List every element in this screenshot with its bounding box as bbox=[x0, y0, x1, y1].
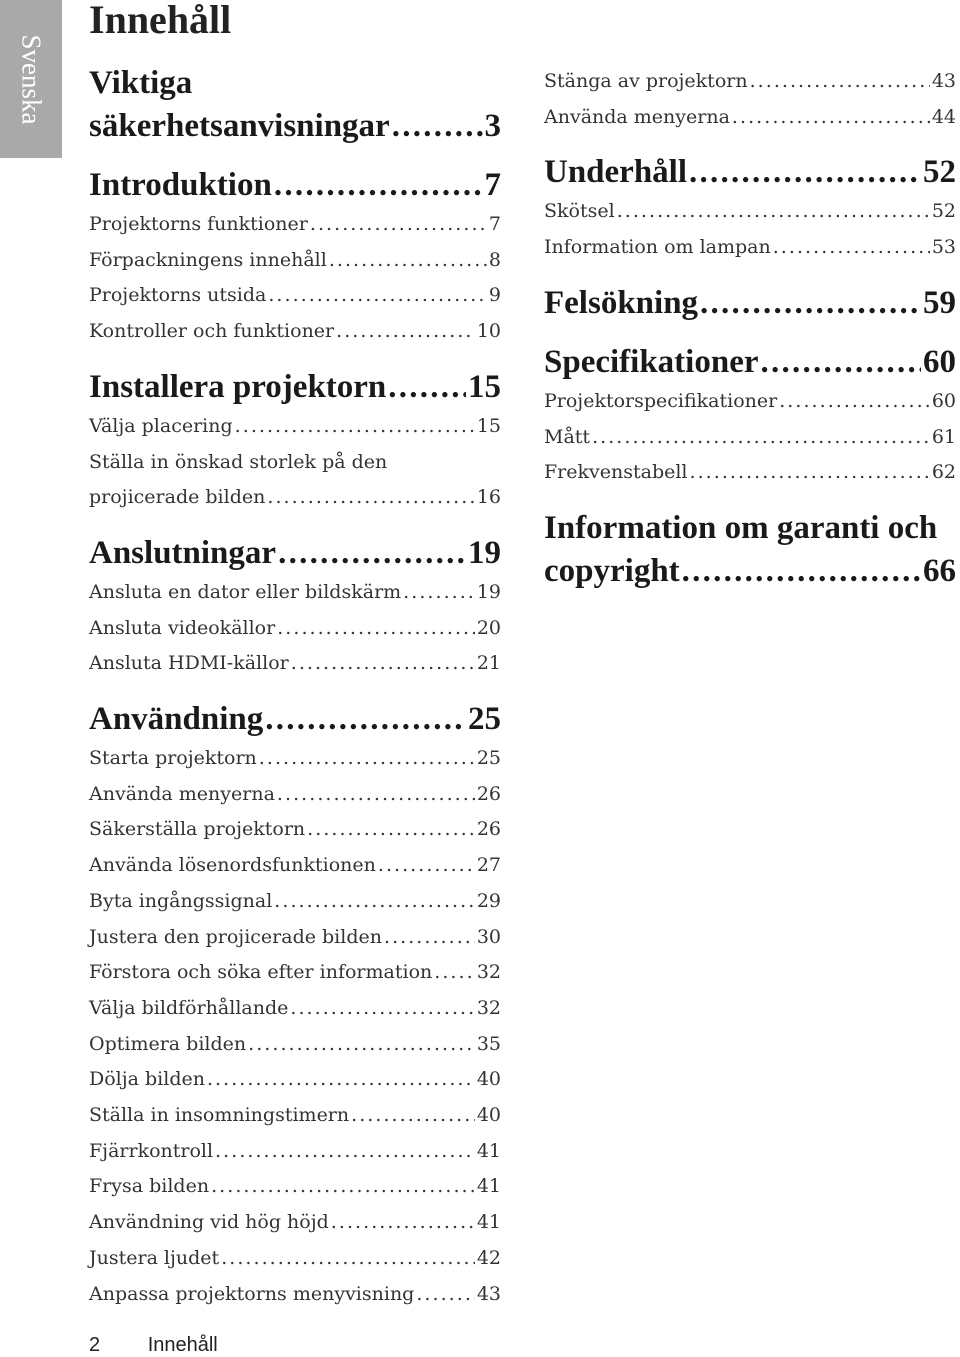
toc-section-entry[interactable] bbox=[89, 991, 501, 1027]
dot-leader bbox=[291, 646, 475, 682]
toc-page-number: 41 bbox=[476, 1139, 501, 1162]
toc-entry-title: Starta projektorn bbox=[89, 747, 257, 770]
toc-entry-title: Frekvenstabell bbox=[544, 461, 688, 484]
dot-leader bbox=[690, 455, 930, 491]
toc-column-right bbox=[544, 64, 956, 593]
toc-section-entry[interactable] bbox=[89, 1205, 501, 1241]
toc-section-entry[interactable] bbox=[89, 1062, 501, 1098]
toc-entry-title: Ansluta HDMI-källor bbox=[89, 652, 289, 675]
toc-entry-title: Justera ljudet bbox=[89, 1246, 220, 1269]
toc-section-entry[interactable] bbox=[544, 384, 956, 420]
toc-page-number: 15 bbox=[468, 368, 501, 405]
toc-page-number: 62 bbox=[931, 461, 956, 484]
toc-page-number: 9 bbox=[488, 284, 501, 307]
toc-chapter-entry[interactable] bbox=[544, 282, 956, 325]
dot-leader bbox=[259, 741, 475, 777]
toc-page-number: 25 bbox=[476, 747, 501, 770]
dot-leader bbox=[235, 409, 475, 445]
dot-leader bbox=[278, 532, 466, 575]
toc-page-number: 7 bbox=[488, 213, 501, 235]
dot-leader bbox=[779, 384, 930, 420]
toc-entry-title: Ansluta en dator eller bildskärm bbox=[89, 580, 402, 603]
toc-section-entry[interactable] bbox=[89, 884, 501, 920]
toc-page-number: 3 bbox=[484, 108, 501, 144]
dot-leader bbox=[248, 1027, 475, 1063]
toc-page-number: 41 bbox=[476, 1175, 501, 1198]
toc-section-entry[interactable] bbox=[89, 207, 501, 243]
toc-page-number: 53 bbox=[931, 236, 956, 259]
toc-page-number: 32 bbox=[476, 996, 501, 1019]
dot-leader bbox=[689, 151, 921, 194]
dot-leader bbox=[268, 278, 487, 314]
toc-page-number: 30 bbox=[476, 925, 501, 948]
dot-leader bbox=[215, 1134, 475, 1170]
toc-page-number: 42 bbox=[476, 1246, 501, 1269]
dot-leader bbox=[310, 207, 487, 243]
dot-leader bbox=[331, 1205, 475, 1241]
toc-page-number: 27 bbox=[476, 854, 501, 877]
toc-section-entry[interactable] bbox=[89, 1098, 501, 1134]
toc-section-entry[interactable] bbox=[89, 278, 501, 314]
toc-section-entry[interactable] bbox=[544, 64, 956, 100]
toc-entry-title: Ansluta videokällor bbox=[89, 616, 276, 639]
dot-leader bbox=[207, 1062, 475, 1098]
dot-leader bbox=[267, 480, 474, 516]
toc-section-entry[interactable] bbox=[89, 1134, 501, 1170]
dot-leader bbox=[760, 341, 921, 384]
toc-section-entry[interactable] bbox=[89, 243, 501, 279]
toc-section-entry[interactable] bbox=[89, 812, 501, 848]
toc-entry-title: Ställa in insomningstimern bbox=[89, 1104, 350, 1127]
toc-entry-title: Stänga av projektorn bbox=[544, 70, 748, 92]
toc-section-entry[interactable] bbox=[89, 1169, 501, 1205]
dot-leader bbox=[211, 1169, 475, 1205]
toc-chapter-entry[interactable] bbox=[89, 164, 501, 207]
toc-entry-title: Projektorns funktioner bbox=[89, 213, 308, 235]
toc-section-entry[interactable] bbox=[544, 194, 956, 230]
dot-leader bbox=[329, 243, 487, 279]
toc-entry-title: Använda lösenordsfunktionen bbox=[89, 854, 376, 877]
toc-section-entry[interactable] bbox=[89, 445, 501, 516]
dot-leader bbox=[265, 698, 466, 741]
toc-entry-title: Fjärrkontroll bbox=[89, 1139, 214, 1162]
footer-page-number: 2 bbox=[89, 1334, 101, 1356]
toc-entry-title: Förstora och söka efter information bbox=[89, 961, 433, 984]
toc-page-number: 26 bbox=[476, 818, 501, 841]
toc-page-number: 10 bbox=[476, 320, 501, 343]
toc-page-number: 15 bbox=[476, 414, 501, 437]
toc-section-entry[interactable] bbox=[89, 1241, 501, 1277]
toc-section-entry[interactable] bbox=[89, 848, 501, 884]
toc-page-number: 35 bbox=[476, 1032, 501, 1055]
dot-leader bbox=[290, 991, 474, 1027]
dot-leader bbox=[307, 812, 475, 848]
toc-entry-title-line: Ställa in önskad storlek på den bbox=[89, 450, 388, 473]
toc-entry-title: Användning vid hög höjd bbox=[89, 1211, 329, 1234]
toc-entry-title: Introduktion bbox=[89, 167, 272, 203]
toc-section-entry[interactable] bbox=[89, 920, 501, 956]
toc-page-number: 40 bbox=[476, 1104, 501, 1127]
toc-entry-title: Felsökning bbox=[544, 284, 699, 321]
dot-leader bbox=[750, 64, 930, 100]
toc-section-entry[interactable] bbox=[544, 230, 956, 266]
toc-section-entry[interactable] bbox=[89, 409, 501, 445]
dot-leader bbox=[378, 848, 475, 884]
dot-leader bbox=[700, 282, 921, 325]
toc-entry-title: Säkerställa projektorn bbox=[89, 818, 306, 841]
toc-page-number: 29 bbox=[476, 889, 501, 912]
dot-leader bbox=[617, 194, 930, 230]
toc-entry-title: Anslutningar bbox=[89, 534, 277, 571]
toc-page-number: 52 bbox=[923, 154, 956, 191]
toc-section-entry[interactable] bbox=[89, 741, 501, 777]
dot-leader bbox=[388, 366, 466, 409]
toc-page-number: 21 bbox=[476, 652, 501, 675]
toc-chapter-entry[interactable] bbox=[89, 62, 501, 148]
toc-chapter-entry[interactable] bbox=[89, 532, 501, 575]
toc-page-number: 60 bbox=[931, 389, 956, 412]
dot-leader bbox=[277, 611, 475, 647]
dot-leader bbox=[384, 920, 475, 956]
toc-page-number: 40 bbox=[476, 1068, 501, 1091]
toc-page-number: 20 bbox=[476, 616, 501, 639]
toc-page-number: 52 bbox=[931, 200, 956, 223]
toc-page-number: 44 bbox=[931, 105, 956, 128]
toc-page-number: 41 bbox=[476, 1211, 501, 1234]
toc-entry-title: Dölja bilden bbox=[89, 1068, 205, 1091]
dot-leader bbox=[416, 1277, 474, 1313]
toc-section-entry[interactable] bbox=[544, 100, 956, 136]
toc-entry-title: Justera den projicerade bilden bbox=[89, 925, 382, 948]
dot-leader bbox=[403, 575, 475, 611]
toc-entry-title: Installera projektorn bbox=[89, 368, 387, 405]
toc-page-number: 8 bbox=[488, 248, 501, 271]
toc-entry-title: Användning bbox=[89, 701, 264, 738]
toc-entry-title: Underhåll bbox=[544, 154, 688, 191]
toc-page-number: 32 bbox=[476, 961, 501, 984]
dot-leader bbox=[682, 550, 921, 593]
dot-leader bbox=[274, 884, 475, 920]
toc-entry-title: Förpackningens innehåll bbox=[89, 248, 327, 271]
toc-section-entry[interactable] bbox=[89, 955, 501, 991]
toc-section-entry[interactable] bbox=[89, 1277, 501, 1313]
toc-entry-title: copyright bbox=[544, 552, 680, 589]
toc-entry-title-line: Information om garanti och bbox=[544, 509, 938, 546]
toc-entry-title: Byta ingångssignal bbox=[89, 889, 273, 912]
toc-page-number: 26 bbox=[476, 782, 501, 805]
page-title: Innehåll bbox=[89, 0, 232, 42]
toc-section-entry[interactable] bbox=[89, 646, 501, 682]
toc-entry-title: projicerade bilden bbox=[89, 486, 266, 509]
toc-entry-title: Specifikationer bbox=[544, 343, 759, 380]
toc-page-number: 66 bbox=[923, 552, 956, 589]
toc-page-number: 43 bbox=[476, 1282, 501, 1305]
language-tab[interactable] bbox=[0, 0, 62, 158]
toc-entry-title-line: Viktiga bbox=[89, 65, 193, 101]
toc-entry-title: Information om lampan bbox=[544, 236, 771, 259]
toc-page-number: 19 bbox=[476, 580, 501, 603]
toc-page-number: 59 bbox=[923, 284, 956, 321]
toc-page-number: 19 bbox=[468, 534, 501, 571]
toc-page-number: 60 bbox=[923, 343, 956, 380]
toc-entry-title: Projektorspecifikationer bbox=[544, 389, 778, 412]
toc-page-number: 43 bbox=[931, 70, 956, 92]
toc-entry-title: Skötsel bbox=[544, 200, 615, 223]
toc-section-entry[interactable] bbox=[89, 777, 501, 813]
page-footer bbox=[89, 1334, 218, 1357]
toc-entry-title: Välja placering bbox=[89, 414, 233, 437]
footer-section-name: Innehåll bbox=[147, 1334, 218, 1356]
toc-section-entry[interactable] bbox=[89, 575, 501, 611]
toc-section-entry[interactable] bbox=[544, 455, 956, 491]
toc-entry-title: Projektorns utsida bbox=[89, 284, 267, 307]
dot-leader bbox=[351, 1098, 475, 1134]
toc-entry-title: Frysa bilden bbox=[89, 1175, 210, 1198]
toc-entry-title: Använda menyerna bbox=[544, 105, 730, 128]
toc-chapter-entry[interactable] bbox=[89, 366, 501, 409]
toc-section-entry[interactable] bbox=[89, 611, 501, 647]
language-tab-label: Svenska bbox=[16, 34, 47, 124]
toc-chapter-entry[interactable] bbox=[544, 151, 956, 194]
toc-entry-title: Kontroller och funktioner bbox=[89, 320, 335, 343]
dot-leader bbox=[336, 314, 475, 350]
toc-section-entry[interactable] bbox=[89, 314, 501, 350]
toc-section-entry[interactable] bbox=[544, 420, 956, 456]
dot-leader bbox=[773, 230, 930, 266]
dot-leader bbox=[592, 420, 930, 456]
toc-page-number: 7 bbox=[484, 167, 501, 203]
toc-chapter-entry[interactable] bbox=[544, 507, 956, 593]
toc-entry-title: Mått bbox=[544, 425, 591, 448]
dot-leader bbox=[277, 777, 475, 813]
toc-entry-title: Välja bildförhållande bbox=[89, 996, 289, 1019]
dot-leader bbox=[221, 1241, 475, 1277]
toc-entry-title: Anpassa projektorns menyvisning bbox=[89, 1282, 415, 1305]
dot-leader bbox=[392, 105, 483, 148]
toc-page-number: 16 bbox=[476, 486, 501, 509]
toc-entry-title: säkerhetsanvisningar bbox=[89, 108, 390, 144]
toc-column-left bbox=[89, 62, 501, 1312]
dot-leader bbox=[434, 955, 475, 991]
toc-entry-title: Optimera bilden bbox=[89, 1032, 247, 1055]
toc-section-entry[interactable] bbox=[89, 1027, 501, 1063]
toc-page-number: 61 bbox=[931, 425, 956, 448]
toc-chapter-entry[interactable] bbox=[544, 341, 956, 384]
toc-entry-title: Använda menyerna bbox=[89, 782, 275, 805]
toc-chapter-entry[interactable] bbox=[89, 698, 501, 741]
toc-page-number: 25 bbox=[468, 701, 501, 738]
dot-leader bbox=[732, 100, 930, 136]
dot-leader bbox=[274, 164, 483, 207]
